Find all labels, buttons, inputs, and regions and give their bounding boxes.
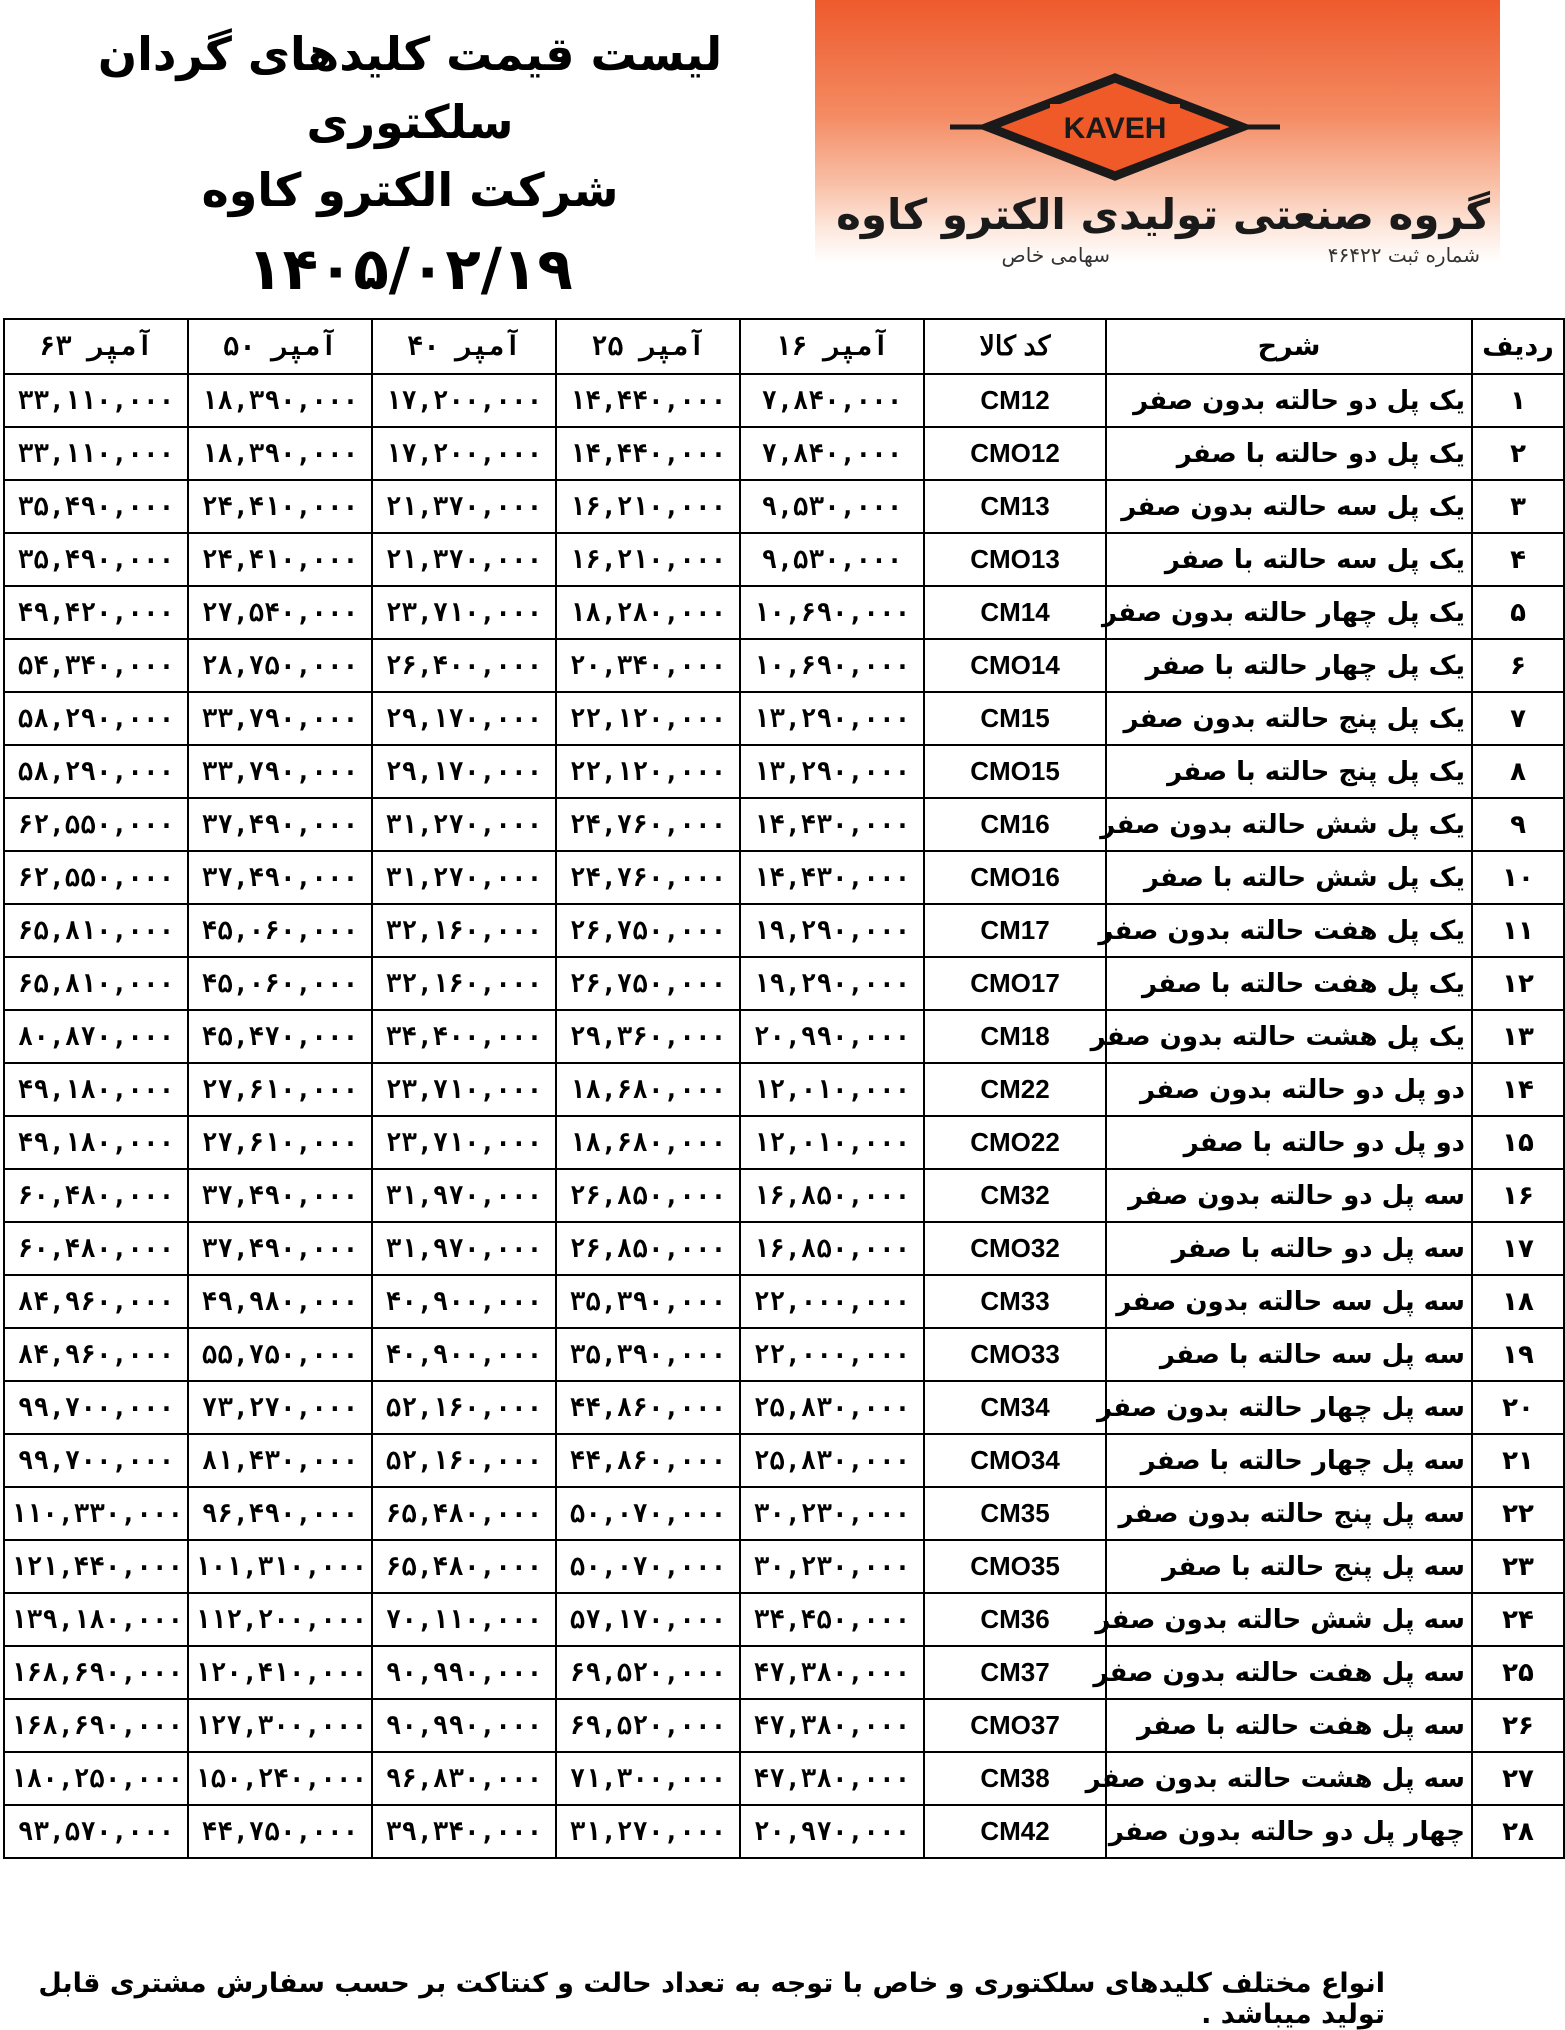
cell-price-63a: ۹۹,۷۰۰,۰۰۰ (4, 1381, 188, 1434)
table-row (4, 798, 1564, 851)
cell-price-16a: ۹,۵۳۰,۰۰۰ (740, 480, 924, 533)
cell-product-code: CMO33 (924, 1328, 1106, 1381)
footer-note: انواع مختلف کلیدهای سلکتوری و خاص با توجه به تعداد حالت و کنتاکت بر حسب سفارش مشتری قابل تولید میباشد . (38, 1968, 1385, 2030)
cell-description: چهار پل دو حالته بدون صفر (1106, 1805, 1472, 1858)
cell-product-code: CM35 (924, 1487, 1106, 1540)
cell-price-50a: ۳۷,۴۹۰,۰۰۰ (188, 851, 372, 904)
cell-price-16a: ۱۶,۸۵۰,۰۰۰ (740, 1222, 924, 1275)
cell-price-16a: ۲۰,۹۹۰,۰۰۰ (740, 1010, 924, 1063)
table-header-row (4, 319, 1564, 374)
cell-price-40a: ۲۹,۱۷۰,۰۰۰ (372, 692, 556, 745)
cell-product-code: CMO17 (924, 957, 1106, 1010)
cell-description: سه پل هفت حالته با صفر (1106, 1699, 1472, 1752)
cell-price-50a: ۲۴,۴۱۰,۰۰۰ (188, 480, 372, 533)
cell-price-50a: ۴۹,۹۸۰,۰۰۰ (188, 1275, 372, 1328)
cell-price-50a: ۴۵,۰۶۰,۰۰۰ (188, 904, 372, 957)
cell-price-25a: ۵۰,۰۷۰,۰۰۰ (556, 1487, 740, 1540)
cell-price-50a: ۹۶,۴۹۰,۰۰۰ (188, 1487, 372, 1540)
cell-description: یک پل پنج حالته با صفر (1106, 745, 1472, 798)
cell-row-number: ۱ (1472, 374, 1564, 427)
cell-row-number: ۸ (1472, 745, 1564, 798)
cell-price-40a: ۹۰,۹۹۰,۰۰۰ (372, 1646, 556, 1699)
cell-description: یک پل هفت حالته بدون صفر (1106, 904, 1472, 957)
cell-price-40a: ۲۱,۳۷۰,۰۰۰ (372, 533, 556, 586)
cell-row-number: ۲۲ (1472, 1487, 1564, 1540)
cell-product-code: CMO14 (924, 639, 1106, 692)
table-row (4, 1593, 1564, 1646)
table-row (4, 1752, 1564, 1805)
cell-price-63a: ۶۰,۴۸۰,۰۰۰ (4, 1169, 188, 1222)
cell-price-16a: ۷,۸۴۰,۰۰۰ (740, 374, 924, 427)
cell-product-code: CM13 (924, 480, 1106, 533)
table-row (4, 1646, 1564, 1699)
cell-price-16a: ۹,۵۳۰,۰۰۰ (740, 533, 924, 586)
cell-price-25a: ۳۱,۲۷۰,۰۰۰ (556, 1805, 740, 1858)
header-63a: ۶۳ آمپر (4, 319, 188, 374)
table-row (4, 745, 1564, 798)
cell-price-63a: ۸۴,۹۶۰,۰۰۰ (4, 1328, 188, 1381)
cell-price-50a: ۲۷,۵۴۰,۰۰۰ (188, 586, 372, 639)
cell-price-50a: ۲۷,۶۱۰,۰۰۰ (188, 1116, 372, 1169)
cell-row-number: ۱۶ (1472, 1169, 1564, 1222)
cell-price-50a: ۱۱۲,۲۰۰,۰۰۰ (188, 1593, 372, 1646)
cell-price-25a: ۶۹,۵۲۰,۰۰۰ (556, 1646, 740, 1699)
cell-product-code: CMO16 (924, 851, 1106, 904)
table-row (4, 480, 1564, 533)
cell-price-63a: ۵۴,۳۴۰,۰۰۰ (4, 639, 188, 692)
cell-description: سه پل دو حالته با صفر (1106, 1222, 1472, 1275)
price-list-date: ۱۴۰۵/۰۲/۱۹ (247, 235, 573, 303)
cell-price-63a: ۱۶۸,۶۹۰,۰۰۰ (4, 1646, 188, 1699)
cell-price-63a: ۳۳,۱۱۰,۰۰۰ (4, 374, 188, 427)
cell-price-16a: ۴۷,۳۸۰,۰۰۰ (740, 1699, 924, 1752)
cell-price-63a: ۱۶۸,۶۹۰,۰۰۰ (4, 1699, 188, 1752)
cell-price-25a: ۱۶,۲۱۰,۰۰۰ (556, 533, 740, 586)
table-row (4, 1487, 1564, 1540)
cell-product-code: CM34 (924, 1381, 1106, 1434)
cell-price-50a: ۱۲۷,۳۰۰,۰۰۰ (188, 1699, 372, 1752)
cell-price-16a: ۲۵,۸۳۰,۰۰۰ (740, 1381, 924, 1434)
registration-number: شماره ثبت ۴۶۴۲۲ (1327, 243, 1480, 267)
cell-price-63a: ۹۹,۷۰۰,۰۰۰ (4, 1434, 188, 1487)
cell-price-50a: ۸۱,۴۳۰,۰۰۰ (188, 1434, 372, 1487)
table-row (4, 586, 1564, 639)
cell-product-code: CM15 (924, 692, 1106, 745)
cell-product-code: CMO12 (924, 427, 1106, 480)
cell-price-50a: ۴۵,۴۷۰,۰۰۰ (188, 1010, 372, 1063)
cell-description: سه پل چهار حالته بدون صفر (1106, 1381, 1472, 1434)
cell-price-50a: ۷۳,۲۷۰,۰۰۰ (188, 1381, 372, 1434)
cell-price-63a: ۵۸,۲۹۰,۰۰۰ (4, 692, 188, 745)
cell-price-50a: ۲۴,۴۱۰,۰۰۰ (188, 533, 372, 586)
company-name: گروه صنعتی تولیدی الکترو کاوه (836, 190, 1490, 239)
cell-price-16a: ۳۴,۴۵۰,۰۰۰ (740, 1593, 924, 1646)
cell-price-25a: ۵۰,۰۷۰,۰۰۰ (556, 1540, 740, 1593)
page-title: لیست قیمت کلیدهای گردان سلکتوری (97, 27, 723, 149)
table-row (4, 427, 1564, 480)
header-50a: ۵۰ آمپر (188, 319, 372, 374)
cell-description: سه پل هشت حالته بدون صفر (1106, 1752, 1472, 1805)
cell-row-number: ۲۱ (1472, 1434, 1564, 1487)
cell-product-code: CM38 (924, 1752, 1106, 1805)
cell-product-code: CM17 (924, 904, 1106, 957)
cell-row-number: ۲۵ (1472, 1646, 1564, 1699)
cell-price-40a: ۳۱,۲۷۰,۰۰۰ (372, 851, 556, 904)
table-body (4, 374, 1564, 1858)
cell-price-16a: ۱۶,۸۵۰,۰۰۰ (740, 1169, 924, 1222)
cell-price-63a: ۴۹,۱۸۰,۰۰۰ (4, 1116, 188, 1169)
cell-row-number: ۲۰ (1472, 1381, 1564, 1434)
cell-price-25a: ۲۶,۷۵۰,۰۰۰ (556, 957, 740, 1010)
cell-price-40a: ۴۰,۹۰۰,۰۰۰ (372, 1275, 556, 1328)
cell-price-40a: ۶۵,۴۸۰,۰۰۰ (372, 1540, 556, 1593)
logo-brand-text: KAVEH (1063, 112, 1167, 145)
cell-price-50a: ۵۵,۷۵۰,۰۰۰ (188, 1328, 372, 1381)
cell-row-number: ۲۸ (1472, 1805, 1564, 1858)
cell-price-50a: ۳۷,۴۹۰,۰۰۰ (188, 1169, 372, 1222)
cell-description: سه پل چهار حالته با صفر (1106, 1434, 1472, 1487)
cell-price-25a: ۲۲,۱۲۰,۰۰۰ (556, 745, 740, 798)
cell-price-40a: ۴۰,۹۰۰,۰۰۰ (372, 1328, 556, 1381)
cell-price-50a: ۴۴,۷۵۰,۰۰۰ (188, 1805, 372, 1858)
company-title: شرکت الکترو کاوه (201, 163, 619, 217)
cell-price-50a: ۱۸,۳۹۰,۰۰۰ (188, 374, 372, 427)
cell-row-number: ۱۱ (1472, 904, 1564, 957)
cell-product-code: CM12 (924, 374, 1106, 427)
cell-price-16a: ۲۰,۹۷۰,۰۰۰ (740, 1805, 924, 1858)
cell-product-code: CM14 (924, 586, 1106, 639)
cell-price-50a: ۳۳,۷۹۰,۰۰۰ (188, 745, 372, 798)
cell-price-25a: ۱۸,۲۸۰,۰۰۰ (556, 586, 740, 639)
company-logo-panel (815, 0, 1500, 285)
cell-price-63a: ۳۳,۱۱۰,۰۰۰ (4, 427, 188, 480)
cell-product-code: CMO13 (924, 533, 1106, 586)
table-row (4, 1381, 1564, 1434)
cell-price-40a: ۹۶,۸۳۰,۰۰۰ (372, 1752, 556, 1805)
cell-description: سه پل شش حالته بدون صفر (1106, 1593, 1472, 1646)
cell-price-25a: ۷۱,۳۰۰,۰۰۰ (556, 1752, 740, 1805)
cell-row-number: ۵ (1472, 586, 1564, 639)
cell-price-25a: ۱۴,۴۴۰,۰۰۰ (556, 427, 740, 480)
cell-price-16a: ۳۰,۲۳۰,۰۰۰ (740, 1487, 924, 1540)
cell-row-number: ۲۷ (1472, 1752, 1564, 1805)
cell-description: سه پل پنج حالته بدون صفر (1106, 1487, 1472, 1540)
table-row (4, 1805, 1564, 1858)
cell-price-40a: ۳۲,۱۶۰,۰۰۰ (372, 904, 556, 957)
cell-price-25a: ۲۶,۸۵۰,۰۰۰ (556, 1222, 740, 1275)
cell-price-16a: ۱۲,۰۱۰,۰۰۰ (740, 1063, 924, 1116)
cell-row-number: ۱۰ (1472, 851, 1564, 904)
cell-product-code: CMO34 (924, 1434, 1106, 1487)
cell-price-25a: ۱۸,۶۸۰,۰۰۰ (556, 1063, 740, 1116)
cell-price-16a: ۱۳,۲۹۰,۰۰۰ (740, 745, 924, 798)
cell-price-16a: ۳۰,۲۳۰,۰۰۰ (740, 1540, 924, 1593)
cell-row-number: ۷ (1472, 692, 1564, 745)
cell-price-63a: ۹۳,۵۷۰,۰۰۰ (4, 1805, 188, 1858)
cell-row-number: ۱۲ (1472, 957, 1564, 1010)
cell-price-40a: ۳۱,۲۷۰,۰۰۰ (372, 798, 556, 851)
company-details (815, 243, 1490, 273)
cell-product-code: CM18 (924, 1010, 1106, 1063)
cell-description: یک پل سه حالته بدون صفر (1106, 480, 1472, 533)
cell-price-63a: ۱۳۹,۱۸۰,۰۰۰ (4, 1593, 188, 1646)
cell-price-25a: ۲۴,۷۶۰,۰۰۰ (556, 798, 740, 851)
cell-price-25a: ۲۹,۳۶۰,۰۰۰ (556, 1010, 740, 1063)
title-block (30, 20, 790, 303)
cell-price-40a: ۵۲,۱۶۰,۰۰۰ (372, 1434, 556, 1487)
cell-price-16a: ۱۳,۲۹۰,۰۰۰ (740, 692, 924, 745)
cell-price-25a: ۵۷,۱۷۰,۰۰۰ (556, 1593, 740, 1646)
header-16a: ۱۶ آمپر (740, 319, 924, 374)
table-row (4, 1116, 1564, 1169)
company-type: سهامی خاص (1001, 243, 1110, 267)
table-row (4, 1010, 1564, 1063)
cell-price-40a: ۶۵,۴۸۰,۰۰۰ (372, 1487, 556, 1540)
cell-price-63a: ۱۸۰,۲۵۰,۰۰۰ (4, 1752, 188, 1805)
cell-price-63a: ۵۸,۲۹۰,۰۰۰ (4, 745, 188, 798)
cell-price-40a: ۵۲,۱۶۰,۰۰۰ (372, 1381, 556, 1434)
cell-price-16a: ۲۲,۰۰۰,۰۰۰ (740, 1275, 924, 1328)
cell-description: سه پل سه حالته بدون صفر (1106, 1275, 1472, 1328)
cell-description: یک پل هشت حالته بدون صفر (1106, 1010, 1472, 1063)
cell-price-16a: ۱۰,۶۹۰,۰۰۰ (740, 639, 924, 692)
cell-description: سه پل سه حالته با صفر (1106, 1328, 1472, 1381)
cell-price-40a: ۲۶,۴۰۰,۰۰۰ (372, 639, 556, 692)
cell-price-25a: ۳۵,۳۹۰,۰۰۰ (556, 1275, 740, 1328)
cell-price-25a: ۴۴,۸۶۰,۰۰۰ (556, 1434, 740, 1487)
cell-description: سه پل دو حالته بدون صفر (1106, 1169, 1472, 1222)
cell-row-number: ۱۹ (1472, 1328, 1564, 1381)
cell-price-63a: ۴۹,۴۲۰,۰۰۰ (4, 586, 188, 639)
cell-price-25a: ۲۶,۷۵۰,۰۰۰ (556, 904, 740, 957)
table-row (4, 1222, 1564, 1275)
cell-row-number: ۴ (1472, 533, 1564, 586)
cell-price-25a: ۱۶,۲۱۰,۰۰۰ (556, 480, 740, 533)
cell-price-40a: ۳۲,۱۶۰,۰۰۰ (372, 957, 556, 1010)
cell-product-code: CM42 (924, 1805, 1106, 1858)
cell-price-50a: ۱۲۰,۴۱۰,۰۰۰ (188, 1646, 372, 1699)
cell-price-25a: ۲۲,۱۲۰,۰۰۰ (556, 692, 740, 745)
cell-description: یک پل شش حالته با صفر (1106, 851, 1472, 904)
cell-price-63a: ۴۹,۱۸۰,۰۰۰ (4, 1063, 188, 1116)
cell-price-40a: ۳۱,۹۷۰,۰۰۰ (372, 1169, 556, 1222)
table-row (4, 1063, 1564, 1116)
table-row (4, 533, 1564, 586)
cell-description: سه پل هفت حالته بدون صفر (1106, 1646, 1472, 1699)
cell-price-40a: ۳۴,۴۰۰,۰۰۰ (372, 1010, 556, 1063)
cell-price-50a: ۴۵,۰۶۰,۰۰۰ (188, 957, 372, 1010)
table-row (4, 851, 1564, 904)
cell-price-25a: ۱۸,۶۸۰,۰۰۰ (556, 1116, 740, 1169)
cell-product-code: CM36 (924, 1593, 1106, 1646)
cell-description: دو پل دو حالته بدون صفر (1106, 1063, 1472, 1116)
cell-product-code: CMO32 (924, 1222, 1106, 1275)
cell-description: یک پل دو حالته با صفر (1106, 427, 1472, 480)
cell-price-63a: ۶۵,۸۱۰,۰۰۰ (4, 904, 188, 957)
header-40a: ۴۰ آمپر (372, 319, 556, 374)
cell-description: یک پل پنج حالته بدون صفر (1106, 692, 1472, 745)
cell-price-40a: ۲۳,۷۱۰,۰۰۰ (372, 1116, 556, 1169)
cell-product-code: CMO37 (924, 1699, 1106, 1752)
cell-price-40a: ۳۹,۳۴۰,۰۰۰ (372, 1805, 556, 1858)
cell-price-63a: ۱۲۱,۴۴۰,۰۰۰ (4, 1540, 188, 1593)
cell-price-40a: ۱۷,۲۰۰,۰۰۰ (372, 374, 556, 427)
cell-price-40a: ۹۰,۹۹۰,۰۰۰ (372, 1699, 556, 1752)
cell-price-50a: ۲۸,۷۵۰,۰۰۰ (188, 639, 372, 692)
cell-row-number: ۶ (1472, 639, 1564, 692)
cell-price-63a: ۱۱۰,۳۳۰,۰۰۰ (4, 1487, 188, 1540)
table-row (4, 1434, 1564, 1487)
cell-price-63a: ۶۲,۵۵۰,۰۰۰ (4, 798, 188, 851)
cell-price-16a: ۷,۸۴۰,۰۰۰ (740, 427, 924, 480)
cell-product-code: CM33 (924, 1275, 1106, 1328)
cell-row-number: ۱۴ (1472, 1063, 1564, 1116)
table-row (4, 1275, 1564, 1328)
cell-price-50a: ۱۸,۳۹۰,۰۰۰ (188, 427, 372, 480)
cell-price-40a: ۲۳,۷۱۰,۰۰۰ (372, 1063, 556, 1116)
cell-price-63a: ۸۴,۹۶۰,۰۰۰ (4, 1275, 188, 1328)
cell-price-40a: ۷۰,۱۱۰,۰۰۰ (372, 1593, 556, 1646)
cell-price-50a: ۲۷,۶۱۰,۰۰۰ (188, 1063, 372, 1116)
cell-price-50a: ۳۳,۷۹۰,۰۰۰ (188, 692, 372, 745)
cell-price-40a: ۲۹,۱۷۰,۰۰۰ (372, 745, 556, 798)
cell-price-16a: ۱۹,۲۹۰,۰۰۰ (740, 957, 924, 1010)
cell-row-number: ۹ (1472, 798, 1564, 851)
cell-price-63a: ۳۵,۴۹۰,۰۰۰ (4, 533, 188, 586)
header-25a: ۲۵ آمپر (556, 319, 740, 374)
cell-price-50a: ۳۷,۴۹۰,۰۰۰ (188, 1222, 372, 1275)
price-table (3, 318, 1565, 1859)
cell-price-16a: ۴۷,۳۸۰,۰۰۰ (740, 1646, 924, 1699)
cell-price-63a: ۶۲,۵۵۰,۰۰۰ (4, 851, 188, 904)
cell-price-40a: ۱۷,۲۰۰,۰۰۰ (372, 427, 556, 480)
header-row-number: ردیف (1472, 319, 1564, 374)
cell-price-40a: ۳۱,۹۷۰,۰۰۰ (372, 1222, 556, 1275)
cell-price-63a: ۸۰,۸۷۰,۰۰۰ (4, 1010, 188, 1063)
cell-product-code: CMO15 (924, 745, 1106, 798)
table-row (4, 1540, 1564, 1593)
cell-price-63a: ۳۵,۴۹۰,۰۰۰ (4, 480, 188, 533)
cell-row-number: ۱۵ (1472, 1116, 1564, 1169)
table-row (4, 639, 1564, 692)
cell-price-16a: ۲۲,۰۰۰,۰۰۰ (740, 1328, 924, 1381)
cell-product-code: CM22 (924, 1063, 1106, 1116)
cell-price-25a: ۶۹,۵۲۰,۰۰۰ (556, 1699, 740, 1752)
cell-price-16a: ۱۴,۴۳۰,۰۰۰ (740, 798, 924, 851)
cell-description: یک پل چهار حالته بدون صفر (1106, 586, 1472, 639)
cell-price-63a: ۶۵,۸۱۰,۰۰۰ (4, 957, 188, 1010)
cell-row-number: ۳ (1472, 480, 1564, 533)
cell-description: یک پل شش حالته بدون صفر (1106, 798, 1472, 851)
cell-description: یک پل دو حالته بدون صفر (1106, 374, 1472, 427)
cell-row-number: ۲۶ (1472, 1699, 1564, 1752)
cell-row-number: ۱۳ (1472, 1010, 1564, 1063)
table-row (4, 1169, 1564, 1222)
cell-price-16a: ۱۰,۶۹۰,۰۰۰ (740, 586, 924, 639)
table-row (4, 692, 1564, 745)
cell-price-50a: ۳۷,۴۹۰,۰۰۰ (188, 798, 372, 851)
cell-price-16a: ۱۴,۴۳۰,۰۰۰ (740, 851, 924, 904)
table-row (4, 957, 1564, 1010)
cell-price-25a: ۲۴,۷۶۰,۰۰۰ (556, 851, 740, 904)
cell-description: یک پل چهار حالته با صفر (1106, 639, 1472, 692)
cell-price-16a: ۱۲,۰۱۰,۰۰۰ (740, 1116, 924, 1169)
cell-row-number: ۲۴ (1472, 1593, 1564, 1646)
table-row (4, 1328, 1564, 1381)
cell-price-50a: ۱۰۱,۳۱۰,۰۰۰ (188, 1540, 372, 1593)
cell-row-number: ۱۸ (1472, 1275, 1564, 1328)
table-row (4, 904, 1564, 957)
cell-description: یک پل هفت حالته با صفر (1106, 957, 1472, 1010)
cell-product-code: CM32 (924, 1169, 1106, 1222)
header-description: شرح (1106, 319, 1472, 374)
cell-price-40a: ۲۳,۷۱۰,۰۰۰ (372, 586, 556, 639)
cell-product-code: CMO22 (924, 1116, 1106, 1169)
cell-description: یک پل سه حالته با صفر (1106, 533, 1472, 586)
cell-price-25a: ۳۵,۳۹۰,۰۰۰ (556, 1328, 740, 1381)
cell-row-number: ۱۷ (1472, 1222, 1564, 1275)
cell-price-63a: ۶۰,۴۸۰,۰۰۰ (4, 1222, 188, 1275)
cell-price-25a: ۴۴,۸۶۰,۰۰۰ (556, 1381, 740, 1434)
cell-price-16a: ۱۹,۲۹۰,۰۰۰ (740, 904, 924, 957)
cell-price-25a: ۱۴,۴۴۰,۰۰۰ (556, 374, 740, 427)
cell-price-50a: ۱۵۰,۲۴۰,۰۰۰ (188, 1752, 372, 1805)
cell-description: دو پل دو حالته با صفر (1106, 1116, 1472, 1169)
cell-price-40a: ۲۱,۳۷۰,۰۰۰ (372, 480, 556, 533)
header-product-code: کد کالا (924, 319, 1106, 374)
table-row (4, 374, 1564, 427)
cell-product-code: CM37 (924, 1646, 1106, 1699)
cell-price-16a: ۲۵,۸۳۰,۰۰۰ (740, 1434, 924, 1487)
cell-product-code: CM16 (924, 798, 1106, 851)
cell-price-25a: ۲۰,۳۴۰,۰۰۰ (556, 639, 740, 692)
cell-price-25a: ۲۶,۸۵۰,۰۰۰ (556, 1169, 740, 1222)
cell-price-16a: ۴۷,۳۸۰,۰۰۰ (740, 1752, 924, 1805)
cell-row-number: ۲ (1472, 427, 1564, 480)
cell-description: سه پل پنج حالته با صفر (1106, 1540, 1472, 1593)
kaveh-logo-icon (950, 60, 1280, 195)
cell-row-number: ۲۳ (1472, 1540, 1564, 1593)
cell-product-code: CMO35 (924, 1540, 1106, 1593)
table-row (4, 1699, 1564, 1752)
